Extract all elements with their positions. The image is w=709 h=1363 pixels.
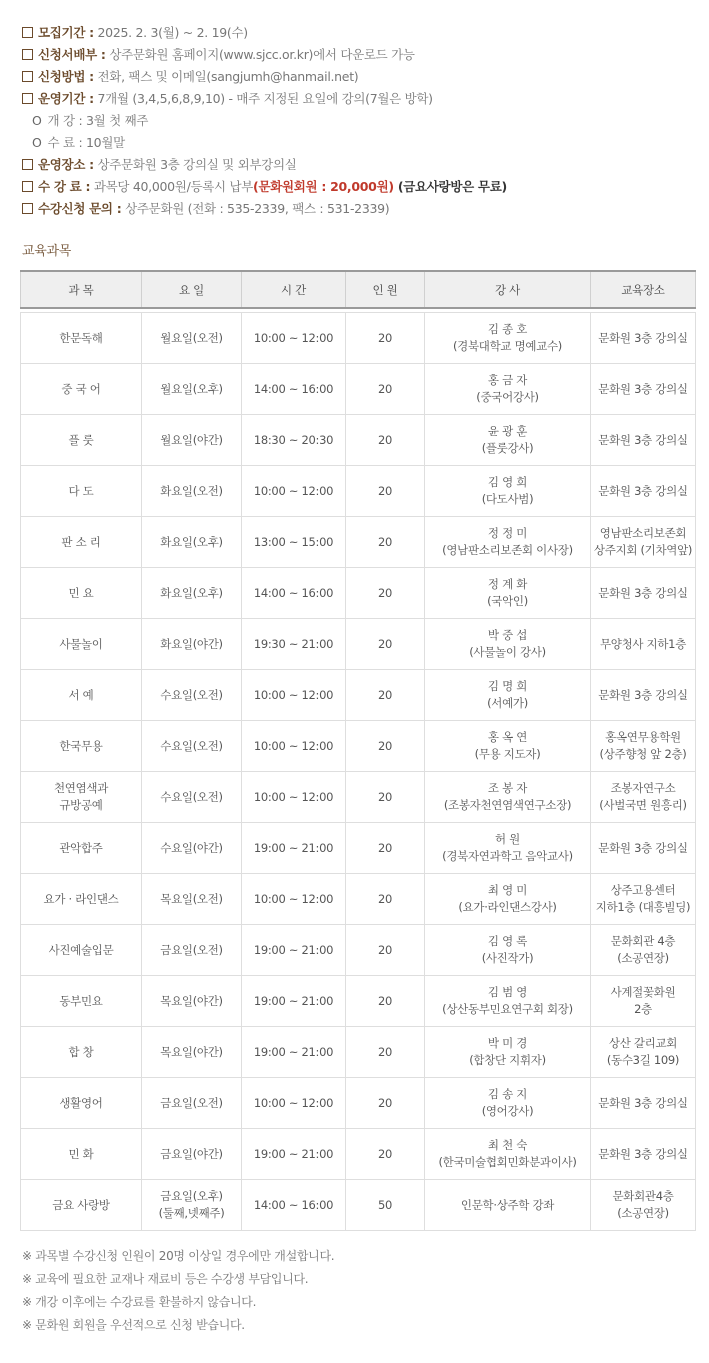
cell-day-text: 화요일(야간) <box>160 636 223 651</box>
cell-time-text: 19:00 ~ 21:00 <box>253 993 334 1008</box>
cell-count <box>346 517 425 568</box>
circle-bullet-icon: O <box>32 113 42 128</box>
section-title: 교육과목 <box>22 244 72 259</box>
cell-subject-text: 서 예 <box>68 687 94 702</box>
header-place: 교육장소 <box>591 271 696 308</box>
cell-time-text: 14:00 ~ 16:00 <box>253 1197 334 1212</box>
cell-teacher-text: 최 영 미 <box>487 883 528 897</box>
cell-place-text: 문화원 3층 강의실 <box>598 585 688 600</box>
cell-count-text: 20 <box>377 1095 393 1110</box>
cell-count-text: 50 <box>377 1197 393 1212</box>
cell-day <box>142 772 242 823</box>
cell-day <box>142 517 242 568</box>
cell-time <box>242 721 346 772</box>
cell-teacher <box>425 976 591 1027</box>
cell-place <box>591 568 696 619</box>
cell-teacher-text: 김 영 록 <box>487 934 528 948</box>
cell-teacher-text: 박 중 섭 <box>487 628 528 642</box>
notes <box>22 1245 702 1337</box>
cell-teacher-text: (영남판소리보존회 이사장) <box>442 543 573 557</box>
cell-day-text: (둘째,넷째주) <box>158 1206 225 1220</box>
cell-time-text: 10:00 ~ 12:00 <box>253 687 334 702</box>
cell-teacher-text: (무용 지도자) <box>474 747 541 761</box>
cell-count <box>346 772 425 823</box>
cell-time <box>242 1027 346 1078</box>
cell-teacher <box>425 568 591 619</box>
info-form: 신청서배부 : 상주문화원 홈페이지(www.sjcc.or.kr)에서 다운로드 가능 <box>22 44 702 66</box>
cell-time <box>242 619 346 670</box>
header-day: 요 일 <box>142 271 242 308</box>
cell-teacher-text: 조 봉 자 <box>487 781 528 795</box>
cell-place <box>591 1027 696 1078</box>
cell-subject-text: 한문독해 <box>59 330 103 345</box>
cell-teacher <box>425 466 591 517</box>
cell-subject-text: 규방공예 <box>59 798 103 812</box>
cell-time <box>242 874 346 925</box>
cell-place <box>591 925 696 976</box>
cell-count <box>346 976 425 1027</box>
cell-count <box>346 823 425 874</box>
cell-place-text: 상주지회 (기차역앞) <box>593 543 693 557</box>
cell-time-text: 19:30 ~ 21:00 <box>253 636 334 651</box>
cell-day <box>142 670 242 721</box>
cell-count <box>346 1027 425 1078</box>
cell-time <box>242 1180 346 1231</box>
cell-subject <box>21 976 142 1027</box>
circle-bullet-icon: O <box>32 135 42 150</box>
square-bullet-icon <box>22 71 33 82</box>
cell-time-text: 10:00 ~ 12:00 <box>253 891 334 906</box>
cell-teacher <box>425 925 591 976</box>
cell-place <box>591 466 696 517</box>
info-period: 모집기간 : 2025. 2. 3(월) ~ 2. 19(수) <box>22 22 702 44</box>
table-row <box>21 313 696 364</box>
cell-count-text: 20 <box>377 534 393 549</box>
cell-time <box>242 517 346 568</box>
cell-teacher <box>425 313 591 364</box>
cell-subject <box>21 568 142 619</box>
cell-day <box>142 1027 242 1078</box>
cell-day-text: 화요일(오전) <box>160 483 223 498</box>
cell-day <box>142 568 242 619</box>
cell-place-text: 문화원 3층 강의실 <box>598 381 688 396</box>
cell-day-text: 수요일(야간) <box>160 840 223 855</box>
square-bullet-icon <box>22 27 33 38</box>
cell-time-text: 19:00 ~ 21:00 <box>253 942 334 957</box>
header-time: 시 간 <box>242 271 346 308</box>
table-body <box>21 308 696 1231</box>
cell-place-text: 문화원 3층 강의실 <box>598 330 688 345</box>
note-line: ※ 개강 이후에는 수강료를 환불하지 않습니다. <box>22 1295 257 1309</box>
cell-count <box>346 466 425 517</box>
table-header-row <box>21 271 696 308</box>
cell-teacher-text: (합창단 지휘자) <box>469 1053 546 1067</box>
cell-place-text: 문화원 3층 강의실 <box>598 1095 688 1110</box>
cell-teacher-text: 김 범 영 <box>487 985 528 999</box>
cell-place <box>591 517 696 568</box>
info-method: 신청방법 : 전화, 팩스 및 이메일(sangjumh@hanmail.net) <box>22 66 702 88</box>
square-bullet-icon <box>22 159 33 170</box>
cell-count <box>346 364 425 415</box>
header-count: 인 원 <box>346 271 425 308</box>
cell-time <box>242 313 346 364</box>
cell-teacher <box>425 517 591 568</box>
cell-place-text: 문화회관4층 <box>612 1189 674 1203</box>
square-bullet-icon <box>22 181 33 192</box>
cell-place <box>591 1078 696 1129</box>
cell-place-text: 상주고용센터 <box>610 883 676 897</box>
cell-place-text: (소공연장) <box>617 951 669 965</box>
cell-place <box>591 874 696 925</box>
cell-teacher-text: (요가·라인댄스강사) <box>458 900 557 914</box>
cell-count-text: 20 <box>377 789 393 804</box>
table-row <box>21 1129 696 1180</box>
info-end: O 수 료 : 10월말 <box>22 132 702 154</box>
cell-teacher-text: (사진작가) <box>481 951 534 965</box>
cell-teacher-text: (한국미술협회민화분과이사) <box>438 1155 577 1169</box>
cell-subject-text: 천연염색과 <box>53 781 109 795</box>
cell-day <box>142 823 242 874</box>
table-row <box>21 1180 696 1231</box>
square-bullet-icon <box>22 203 33 214</box>
cell-count-text: 20 <box>377 585 393 600</box>
cell-teacher-text: (사물놀이 강사) <box>469 645 546 659</box>
cell-teacher-text: (조봉자천연염색연구소장) <box>443 798 572 812</box>
cell-place <box>591 976 696 1027</box>
cell-place <box>591 313 696 364</box>
header-subject: 과 목 <box>21 271 142 308</box>
cell-count-text: 20 <box>377 891 393 906</box>
cell-time-text: 19:00 ~ 21:00 <box>253 1044 334 1059</box>
cell-teacher-text: 김 명 희 <box>487 679 528 693</box>
cell-teacher-text: (영어강사) <box>481 1104 534 1118</box>
cell-time-text: 19:00 ~ 21:00 <box>253 840 334 855</box>
cell-day-text: 화요일(오후) <box>160 534 223 549</box>
cell-place <box>591 823 696 874</box>
cell-teacher-text: (상산동부민요연구회 회장) <box>442 1002 573 1016</box>
cell-place-text: 조봉자연구소 <box>610 781 676 795</box>
cell-count-text: 20 <box>377 942 393 957</box>
table-row <box>21 517 696 568</box>
cell-teacher-text: 홍 옥 연 <box>487 730 528 744</box>
table-row <box>21 670 696 721</box>
note-line: ※ 문화원 회원을 우선적으로 신청 받습니다. <box>22 1318 245 1332</box>
cell-teacher <box>425 823 591 874</box>
cell-count <box>346 1180 425 1231</box>
cell-day <box>142 619 242 670</box>
cell-place <box>591 670 696 721</box>
cell-place-text: 문화회관 4층 <box>610 934 676 948</box>
cell-day-text: 목요일(야간) <box>160 1044 223 1059</box>
cell-time-text: 10:00 ~ 12:00 <box>253 330 334 345</box>
cell-subject <box>21 1180 142 1231</box>
cell-time <box>242 925 346 976</box>
cell-count <box>346 415 425 466</box>
cell-place <box>591 1129 696 1180</box>
cell-day <box>142 925 242 976</box>
cell-subject-text: 생활영어 <box>59 1095 103 1110</box>
cell-place-text: 무양청사 지하1층 <box>599 636 687 651</box>
cell-teacher-text: (다도사범) <box>481 492 534 506</box>
cell-subject-text: 동부민요 <box>59 993 103 1008</box>
cell-count-text: 20 <box>377 330 393 345</box>
cell-count <box>346 619 425 670</box>
cell-subject <box>21 925 142 976</box>
info-contact: 수강신청 문의 : 상주문화원 (전화 : 535-2339, 팩스 : 531-2339) <box>22 198 702 220</box>
cell-teacher-text: 김 송 지 <box>487 1087 528 1101</box>
cell-subject-text: 합 창 <box>68 1044 94 1059</box>
square-bullet-icon <box>22 93 33 104</box>
cell-time-text: 10:00 ~ 12:00 <box>253 789 334 804</box>
cell-subject-text: 중 국 어 <box>61 381 101 396</box>
cell-subject-text: 사진예술입문 <box>48 942 114 957</box>
cell-time-text: 10:00 ~ 12:00 <box>253 738 334 753</box>
cell-day-text: 수요일(오전) <box>160 738 223 753</box>
cell-place-text: (상주향청 앞 2층) <box>599 747 687 761</box>
cell-count-text: 20 <box>377 432 393 447</box>
cell-teacher-text: (중국어강사) <box>476 390 539 404</box>
cell-day-text: 월요일(오전) <box>160 330 223 345</box>
cell-day-text: 금요일(오후) <box>160 1189 223 1203</box>
cell-day <box>142 874 242 925</box>
cell-place-text: 홍옥연무용학원 <box>605 730 681 744</box>
cell-time-text: 14:00 ~ 16:00 <box>253 585 334 600</box>
cell-place-text: 상산 갈리교회 <box>608 1036 678 1050</box>
cell-subject-text: 다 도 <box>68 483 94 498</box>
cell-subject <box>21 670 142 721</box>
cell-teacher <box>425 874 591 925</box>
cell-subject-text: 금요 사랑방 <box>52 1197 110 1212</box>
cell-count <box>346 313 425 364</box>
cell-count-text: 20 <box>377 381 393 396</box>
cell-time-text: 10:00 ~ 12:00 <box>253 1095 334 1110</box>
cell-time <box>242 976 346 1027</box>
cell-subject-text: 관악합주 <box>59 840 103 855</box>
cell-count <box>346 568 425 619</box>
cell-day <box>142 364 242 415</box>
cell-place <box>591 364 696 415</box>
cell-time <box>242 568 346 619</box>
cell-place <box>591 721 696 772</box>
cell-day-text: 금요일(오전) <box>160 942 223 957</box>
cell-day-text: 화요일(오후) <box>160 585 223 600</box>
cell-place-text: 문화원 3층 강의실 <box>598 687 688 702</box>
cell-teacher-text: 정 정 미 <box>487 526 528 540</box>
info-fee: 수 강 료 : 과목당 40,000원/등록시 납부(문화원회원 : 20,000원) (금요사랑방은 무료) <box>22 176 702 198</box>
cell-subject <box>21 466 142 517</box>
cell-count-text: 20 <box>377 1044 393 1059</box>
cell-place-text: 문화원 3층 강의실 <box>598 1146 688 1161</box>
cell-teacher <box>425 1078 591 1129</box>
header-teacher: 강 사 <box>425 271 591 308</box>
cell-place-text: 영남판소리보존회 <box>599 526 687 540</box>
cell-teacher <box>425 1027 591 1078</box>
cell-time <box>242 415 346 466</box>
cell-place-text: 지하1층 (대흥빌딩) <box>595 900 691 914</box>
table-row <box>21 925 696 976</box>
cell-day <box>142 466 242 517</box>
table-row <box>21 823 696 874</box>
cell-teacher-text: (경북대학교 명예교수) <box>452 339 562 353</box>
table-row <box>21 568 696 619</box>
cell-time-text: 19:00 ~ 21:00 <box>253 1146 334 1161</box>
cell-teacher <box>425 364 591 415</box>
cell-time <box>242 1078 346 1129</box>
cell-time <box>242 1129 346 1180</box>
cell-subject-text: 한국무용 <box>59 738 103 753</box>
table-row <box>21 976 696 1027</box>
cell-count <box>346 1078 425 1129</box>
cell-place-text: 문화원 3층 강의실 <box>598 483 688 498</box>
cell-teacher-text: 박 미 경 <box>487 1036 528 1050</box>
cell-time-text: 13:00 ~ 15:00 <box>253 534 334 549</box>
cell-teacher-text: 김 영 희 <box>487 475 528 489</box>
cell-subject <box>21 772 142 823</box>
cell-place <box>591 415 696 466</box>
cell-day <box>142 721 242 772</box>
cell-place-text: 2층 <box>634 1002 652 1016</box>
note-line: ※ 교육에 필요한 교재나 재료비 등은 수강생 부담입니다. <box>22 1272 309 1286</box>
cell-time <box>242 364 346 415</box>
cell-subject <box>21 874 142 925</box>
cell-day <box>142 313 242 364</box>
cell-time <box>242 466 346 517</box>
table-row <box>21 619 696 670</box>
cell-count-text: 20 <box>377 483 393 498</box>
cell-day-text: 월요일(오후) <box>160 381 223 396</box>
cell-time-text: 18:30 ~ 20:30 <box>253 432 334 447</box>
cell-teacher-text: (서예가) <box>487 696 528 710</box>
cell-time <box>242 823 346 874</box>
cell-time-text: 14:00 ~ 16:00 <box>253 381 334 396</box>
cell-subject <box>21 1129 142 1180</box>
cell-subject <box>21 619 142 670</box>
cell-place <box>591 1180 696 1231</box>
cell-subject-text: 민 화 <box>68 1146 94 1161</box>
cell-day-text: 금요일(야간) <box>160 1146 223 1161</box>
cell-subject <box>21 1027 142 1078</box>
cell-day-text: 월요일(야간) <box>160 432 223 447</box>
cell-teacher <box>425 1129 591 1180</box>
cell-place-text: (소공연장) <box>617 1206 669 1220</box>
cell-teacher <box>425 619 591 670</box>
cell-place <box>591 772 696 823</box>
table-row <box>21 364 696 415</box>
cell-teacher <box>425 772 591 823</box>
cell-count-text: 20 <box>377 840 393 855</box>
cell-subject <box>21 1078 142 1129</box>
cell-day-text: 목요일(야간) <box>160 993 223 1008</box>
cell-count <box>346 925 425 976</box>
table-row <box>21 415 696 466</box>
cell-count-text: 20 <box>377 993 393 1008</box>
cell-time <box>242 772 346 823</box>
info-location: 운영장소 : 상주문화원 3층 강의실 및 외부강의실 <box>22 154 702 176</box>
table-row <box>21 772 696 823</box>
cell-teacher-text: 최 천 숙 <box>487 1138 528 1152</box>
table-row <box>21 874 696 925</box>
table-row <box>21 1078 696 1129</box>
cell-teacher-text: 인문학·상주학 강좌 <box>460 1197 555 1212</box>
cell-day-text: 수요일(오전) <box>160 789 223 804</box>
cell-time <box>242 670 346 721</box>
note-line: ※ 과목별 수강신청 인원이 20명 이상일 경우에만 개설합니다. <box>22 1249 335 1263</box>
cell-teacher-text: 김 종 호 <box>487 322 528 336</box>
cell-day <box>142 1129 242 1180</box>
table-row <box>21 1027 696 1078</box>
cell-count-text: 20 <box>377 738 393 753</box>
cell-day <box>142 1078 242 1129</box>
cell-day-text: 수요일(오전) <box>160 687 223 702</box>
cell-count-text: 20 <box>377 687 393 702</box>
cell-teacher-text: 윤 광 훈 <box>487 424 528 438</box>
cell-place-text: (사벌국면 원흥리) <box>599 798 687 812</box>
cell-count-text: 20 <box>377 636 393 651</box>
cell-day-text: 금요일(오전) <box>160 1095 223 1110</box>
info-start: O 개 강 : 3월 첫 째주 <box>22 110 702 132</box>
cell-subject-text: 플 룻 <box>68 432 94 447</box>
cell-place-text: 사계절꽃화원 <box>610 985 676 999</box>
cell-teacher-text: 정 계 화 <box>487 577 528 591</box>
cell-count <box>346 874 425 925</box>
cell-place-text: 문화원 3층 강의실 <box>598 432 688 447</box>
cell-subject <box>21 415 142 466</box>
cell-place-text: 문화원 3층 강의실 <box>598 840 688 855</box>
table-row <box>21 721 696 772</box>
cell-teacher-text: (국악인) <box>487 594 528 608</box>
cell-subject-text: 민 요 <box>68 585 94 600</box>
cell-teacher <box>425 721 591 772</box>
table-row <box>21 466 696 517</box>
cell-teacher-text: 허 원 <box>495 832 520 846</box>
cell-place <box>591 619 696 670</box>
cell-teacher-text: 홍 금 자 <box>487 373 528 387</box>
course-table <box>20 270 696 1231</box>
cell-subject-text: 요가 · 라인댄스 <box>43 891 119 906</box>
cell-teacher-text: (경북자연과학고 음악교사) <box>442 849 573 863</box>
cell-subject <box>21 313 142 364</box>
cell-count <box>346 1129 425 1180</box>
cell-subject <box>21 823 142 874</box>
cell-teacher <box>425 670 591 721</box>
square-bullet-icon <box>22 49 33 60</box>
cell-teacher <box>425 1180 591 1231</box>
cell-subject <box>21 517 142 568</box>
cell-subject-text: 사물놀이 <box>59 636 103 651</box>
cell-day <box>142 976 242 1027</box>
cell-place-text: (동수3길 109) <box>606 1053 680 1067</box>
cell-day <box>142 1180 242 1231</box>
cell-time-text: 10:00 ~ 12:00 <box>253 483 334 498</box>
recruitment-info <box>22 22 702 220</box>
cell-subject <box>21 364 142 415</box>
cell-subject-text: 판 소 리 <box>61 534 101 549</box>
cell-count <box>346 721 425 772</box>
cell-count-text: 20 <box>377 1146 393 1161</box>
cell-subject <box>21 721 142 772</box>
cell-count <box>346 670 425 721</box>
cell-teacher <box>425 415 591 466</box>
cell-day <box>142 415 242 466</box>
cell-day-text: 목요일(오전) <box>160 891 223 906</box>
info-operation: 운영기간 : 7개월 (3,4,5,6,8,9,10) - 매주 지정된 요일에 강의(7월은 방학) <box>22 88 702 110</box>
cell-teacher-text: (플룻강사) <box>481 441 534 455</box>
